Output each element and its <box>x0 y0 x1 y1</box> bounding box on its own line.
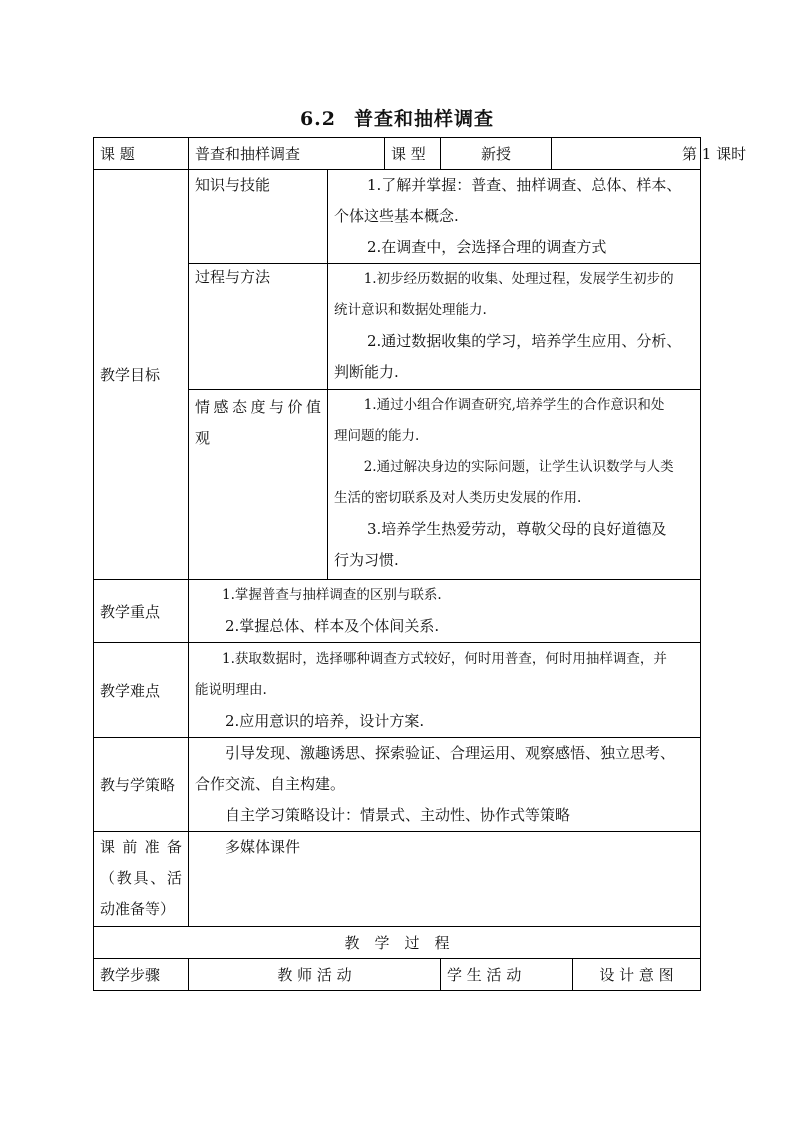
difficulties-label: 教学难点 <box>94 643 189 738</box>
emotion-label-line: 观 <box>195 429 211 447</box>
header-row <box>94 138 701 170</box>
column-header-teacher: 教 师 活 动 <box>189 959 441 991</box>
emotion-line: 2.通过解决身边的实际问题，让学生认识数学与人类 <box>363 459 674 475</box>
emotion-line: 行为习惯. <box>334 551 399 569</box>
emotion-line: 3.培养学生热爱劳动，尊敬父母的良好道德及 <box>367 520 667 538</box>
strategy-label: 教与学策略 <box>94 738 189 832</box>
prep-value: 多媒体课件 <box>225 838 301 856</box>
key-points-label: 教学重点 <box>94 580 189 643</box>
process-line: 2.通过数据收集的学习，培养学生应用、分析、 <box>367 332 682 350</box>
prep-row <box>94 832 701 927</box>
process-line: 判断能力. <box>334 363 399 381</box>
prep-label-line: 动准备等） <box>100 900 176 918</box>
knowledge-line: 1.了解并掌握：普查、抽样调查、总体、样本、 <box>367 176 682 194</box>
strategy-row <box>94 738 701 832</box>
difficulty-line: 1.获取数据时，选择哪种调查方式较好，何时用普查，何时用抽样调查，并 <box>222 650 667 667</box>
prep-label <box>94 832 189 927</box>
key-point-line: 2.掌握总体、样本及个体间关系. <box>225 617 440 635</box>
difficulties-content <box>189 643 701 738</box>
key-point-line: 1.掌握普查与抽样调查的区别与联系. <box>222 587 442 603</box>
difficulties-row <box>94 643 701 738</box>
objective-knowledge-row <box>94 170 701 264</box>
prep-label-line: （教具、活 <box>100 869 182 887</box>
key-points-row <box>94 580 701 643</box>
title-number: 6.2 <box>299 108 337 130</box>
knowledge-line: 2.在调查中，会选择合理的调查方式 <box>367 238 607 256</box>
emotion-label <box>189 390 328 580</box>
process-line: 1.初步经历数据的收集、处理过程，发展学生初步的 <box>363 271 674 287</box>
process-label: 过程与方法 <box>189 264 328 390</box>
lesson-plan-table <box>93 137 747 991</box>
emotion-line: 生活的密切联系及对人类历史发展的作用. <box>334 490 582 506</box>
type-label: 课 型 <box>385 138 441 170</box>
topic-label: 课 题 <box>94 138 189 170</box>
emotion-line: 理问题的能力. <box>334 428 420 444</box>
prep-content <box>189 832 701 927</box>
page-title <box>0 104 794 131</box>
key-points-content <box>189 580 701 643</box>
difficulty-line: 2.应用意识的培养，设计方案. <box>225 711 425 730</box>
title-text: 普查和抽样调查 <box>354 108 495 130</box>
strategy-line: 自主学习策略设计：情景式、主动性、协作式等策略 <box>225 806 571 824</box>
process-header: 教 学 过 程 <box>94 927 701 959</box>
emotion-label-line: 情感态度与价值 <box>195 398 321 416</box>
strategy-line: 合作交流、自主构建。 <box>195 775 346 793</box>
period-value: 第 1 课时 <box>552 138 701 170</box>
emotion-line: 1.通过小组合作调查研究,培养学生的合作意识和处 <box>363 397 665 413</box>
process-line: 统计意识和数据处理能力. <box>334 302 487 318</box>
difficulty-line: 能说明理由. <box>195 681 267 698</box>
column-header-student: 学 生 活 动 <box>441 959 573 991</box>
knowledge-line: 个体这些基本概念. <box>334 207 459 225</box>
process-content <box>328 264 701 390</box>
strategy-content <box>189 738 701 832</box>
prep-label-line: 课 前 准 备 <box>100 838 182 856</box>
objectives-label: 教学目标 <box>94 170 189 580</box>
column-header-design: 设 计 意 图 <box>573 959 701 991</box>
type-value: 新授 <box>441 138 552 170</box>
emotion-content <box>328 390 701 580</box>
process-header-row <box>94 927 701 959</box>
strategy-line: 引导发现、激趣诱思、探索验证、合理运用、观察感悟、独立思考、 <box>225 744 676 762</box>
knowledge-label: 知识与技能 <box>189 170 328 264</box>
column-header-step: 教学步骤 <box>94 959 189 991</box>
knowledge-content <box>328 170 701 264</box>
topic-value: 普查和抽样调查 <box>189 138 385 170</box>
column-header-row <box>94 959 701 991</box>
